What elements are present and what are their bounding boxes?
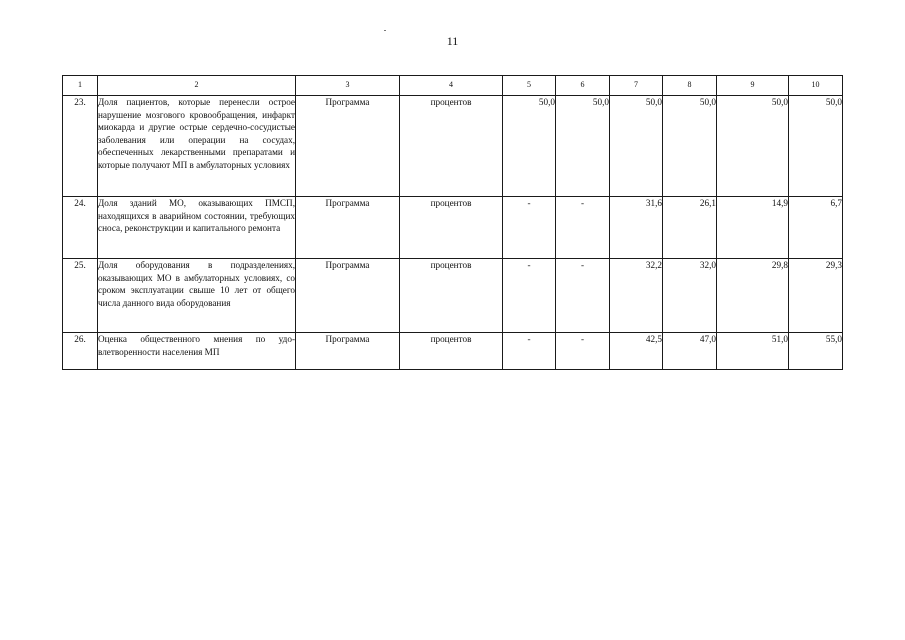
header-cell: 1: [63, 76, 98, 96]
header-cell: 6: [556, 76, 610, 96]
row-value: 50,0: [789, 96, 843, 197]
header-cell: 4: [400, 76, 503, 96]
row-value: 26,1: [663, 197, 717, 259]
table-row: [63, 197, 843, 259]
row-value: 31,6: [610, 197, 663, 259]
row-value: -: [503, 259, 556, 333]
row-number: 25.: [63, 259, 98, 333]
row-description: Доля пациентов, которые перенесли острое нарушение мозгового кровообращения, инфаркт миокарда и другие острые сердечно-сосудистые заболевания или операции на сосудах, обеспеченных лекарственными препаратами и которые получают МП в амбулаторных условиях: [98, 96, 296, 197]
row-source: Программа: [296, 259, 400, 333]
header-row: [63, 76, 843, 96]
row-value: 50,0: [503, 96, 556, 197]
row-value: 14,9: [717, 197, 789, 259]
table-row: [63, 333, 843, 370]
row-description: Доля оборудования в подразделениях, оказывающих МО в амбулаторных условиях, со сроком эксплуатации свыше 10 лет от общего числа данного вида оборудования: [98, 259, 296, 333]
row-value: -: [503, 197, 556, 259]
row-value: 50,0: [610, 96, 663, 197]
row-source: Программа: [296, 96, 400, 197]
scan-speck: [384, 30, 386, 31]
row-value: -: [556, 259, 610, 333]
row-value: 29,3: [789, 259, 843, 333]
row-value: -: [556, 333, 610, 370]
row-source: Программа: [296, 197, 400, 259]
indicators-table: [62, 75, 843, 370]
page-number: 11: [446, 34, 459, 48]
row-value: 50,0: [556, 96, 610, 197]
table-row: [63, 259, 843, 333]
row-unit: процентов: [400, 333, 503, 370]
row-number: 26.: [63, 333, 98, 370]
row-unit: процентов: [400, 96, 503, 197]
row-value: -: [503, 333, 556, 370]
row-unit: процентов: [400, 197, 503, 259]
header-cell: 7: [610, 76, 663, 96]
table-row: [63, 96, 843, 197]
row-value: 42,5: [610, 333, 663, 370]
row-value: 6,7: [789, 197, 843, 259]
row-value: 51,0: [717, 333, 789, 370]
header-cell: 3: [296, 76, 400, 96]
header-cell: 10: [789, 76, 843, 96]
row-value: 32,0: [663, 259, 717, 333]
row-value: 55,0: [789, 333, 843, 370]
row-value: -: [556, 197, 610, 259]
row-value: 50,0: [663, 96, 717, 197]
row-value: 32,2: [610, 259, 663, 333]
row-unit: процентов: [400, 259, 503, 333]
row-value: 47,0: [663, 333, 717, 370]
row-number: 24.: [63, 197, 98, 259]
row-value: 50,0: [717, 96, 789, 197]
row-description: Доля зданий МО, оказывающих ПМСП, находящихся в аварийном состоянии, требующих сноса, реконструкции и капитального ремонта: [98, 197, 296, 259]
row-number: 23.: [63, 96, 98, 197]
row-description: Оценка общественного мнения по удовлетворенности населения МП: [98, 333, 296, 370]
row-source: Программа: [296, 333, 400, 370]
header-cell: 8: [663, 76, 717, 96]
header-cell: 9: [717, 76, 789, 96]
row-value: 29,8: [717, 259, 789, 333]
header-cell: 2: [98, 76, 296, 96]
header-cell: 5: [503, 76, 556, 96]
